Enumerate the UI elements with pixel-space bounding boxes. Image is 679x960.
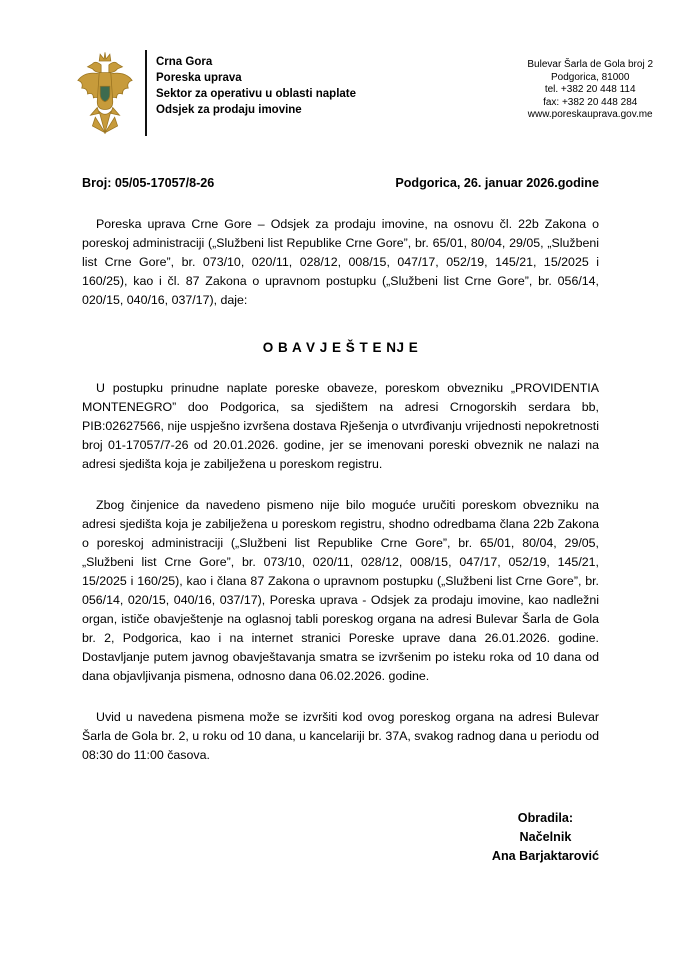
contact-city-line: Podgorica, 81000 <box>550 71 630 83</box>
org-line-sector: Sektor za operativu u oblasti naplate <box>156 88 357 100</box>
contact-block <box>527 50 653 122</box>
document-number: Broj: 05/05-17057/8-26 <box>82 176 215 190</box>
place-and-date: Podgorica, 26. januar 2026.godine <box>395 176 599 190</box>
org-line-authority: Poreska uprava <box>156 72 242 84</box>
signature-name: Ana Barjaktarović <box>491 849 599 863</box>
signature-block <box>492 809 599 926</box>
contact-address-line: Bulevar Šarla de Gola broj 2 <box>527 59 653 70</box>
signature-role: Načelnik <box>519 830 572 844</box>
paragraph-3: Uvid u navedena pismena može se izvršiti kod ovog poreskog organa na adresi Bulevar Šarla de Gola br. 2, u roku od 10 dana, u kancelariji br. 37A, svakog radnog dana u periodu od 08:30 do 11:00 časova. <box>82 710 599 762</box>
org-line-department: Odsjek za prodaju imovine <box>156 104 302 116</box>
letterhead-divider <box>145 50 147 136</box>
document-title: O B A V J E Š T E NJ E <box>262 340 419 355</box>
org-line-country: Crna Gora <box>156 56 213 68</box>
reference-row <box>82 174 599 193</box>
contact-website-line: www.poreskauprava.gov.me <box>527 109 653 120</box>
letterhead <box>0 0 679 136</box>
paragraph-2: Zbog činjenice da navedeno pismeno nije bilo moguće uručiti poreskom obvezniku na adresi sjedišta koja je zabilježena u poreskom registru, shodno odredbama člana 22b Zakona o poreskoj administraciji („Službeni list Republike Crne Gore”, br. 65/01, 80/04, 29/05, „Službeni list Crne Gore”, br. 073/10, 020/11, 028/12, 008/15, 047/17, 052/19, 145/21, 15/2025 i 160/25), kao i člana 87 Zakona o upravnom postupku („Službeni list Crne Gore”, br. 056/14, 020/15, 040/16, 037/17), Poreska uprava - Odsjek za prodaju imovine, kao nadležni organ, ističe obavještenje na oglasnoj tabli poreskog organa na adresi Bulevar Šarla de Gola br. 2, Podgorica, kao i na internet stranici Poreske uprave dana 26.01.2026. godine. Dostavljanje putem javnog obavještavanja smatra se izvršenim po isteku roka od 10 dana od dana objavljivanja pismena, odnosno dana 06.02.2026. godine. <box>82 498 599 683</box>
contact-phone-line: tel. +382 20 448 114 <box>544 84 636 95</box>
intro-paragraph: Poreska uprava Crne Gore – Odsjek za prodaju imovine, na osnovu čl. 22b Zakona o poreskoj administraciji („Službeni list Republike Crne Gore”, br. 65/01, 80/04, 29/05, „Službeni list Crne Gore”, br. 073/10, 020/11, 028/12, 008/15, 047/17, 052/19, 145/21, 15/2025 i 160/25), kao i čl. 87 Zakona o upravnom postupku („Službeni list Crne Gore”, br. 056/14, 020/15, 040/16, 037/17), daje: <box>82 217 599 307</box>
paragraph-1: U postupku prinudne naplate poreske obaveze, poreskom obvezniku „PROVIDENTIA MONTENEGRO” doo Podgorica, sa sjedištem na adresi Crnogorskih serdara bb, PIB:02627566, nije uspješno izvršena dostava Rješenja o utvrđivanju vrijednosti nepokretnosti broj 01-17057/7-26 od 20.01.2026. godine, jer se imenovani poreski obveznik ne nalazi na adresi sjedišta koja je zabilježena u poreskom registru. <box>82 381 599 471</box>
signature-prepared-by-label: Obradila: <box>517 811 574 825</box>
org-block <box>156 50 356 118</box>
contact-fax-line: fax: +382 20 448 284 <box>543 96 638 108</box>
montenegro-coat-of-arms-icon <box>74 50 136 136</box>
document-body <box>0 174 679 926</box>
